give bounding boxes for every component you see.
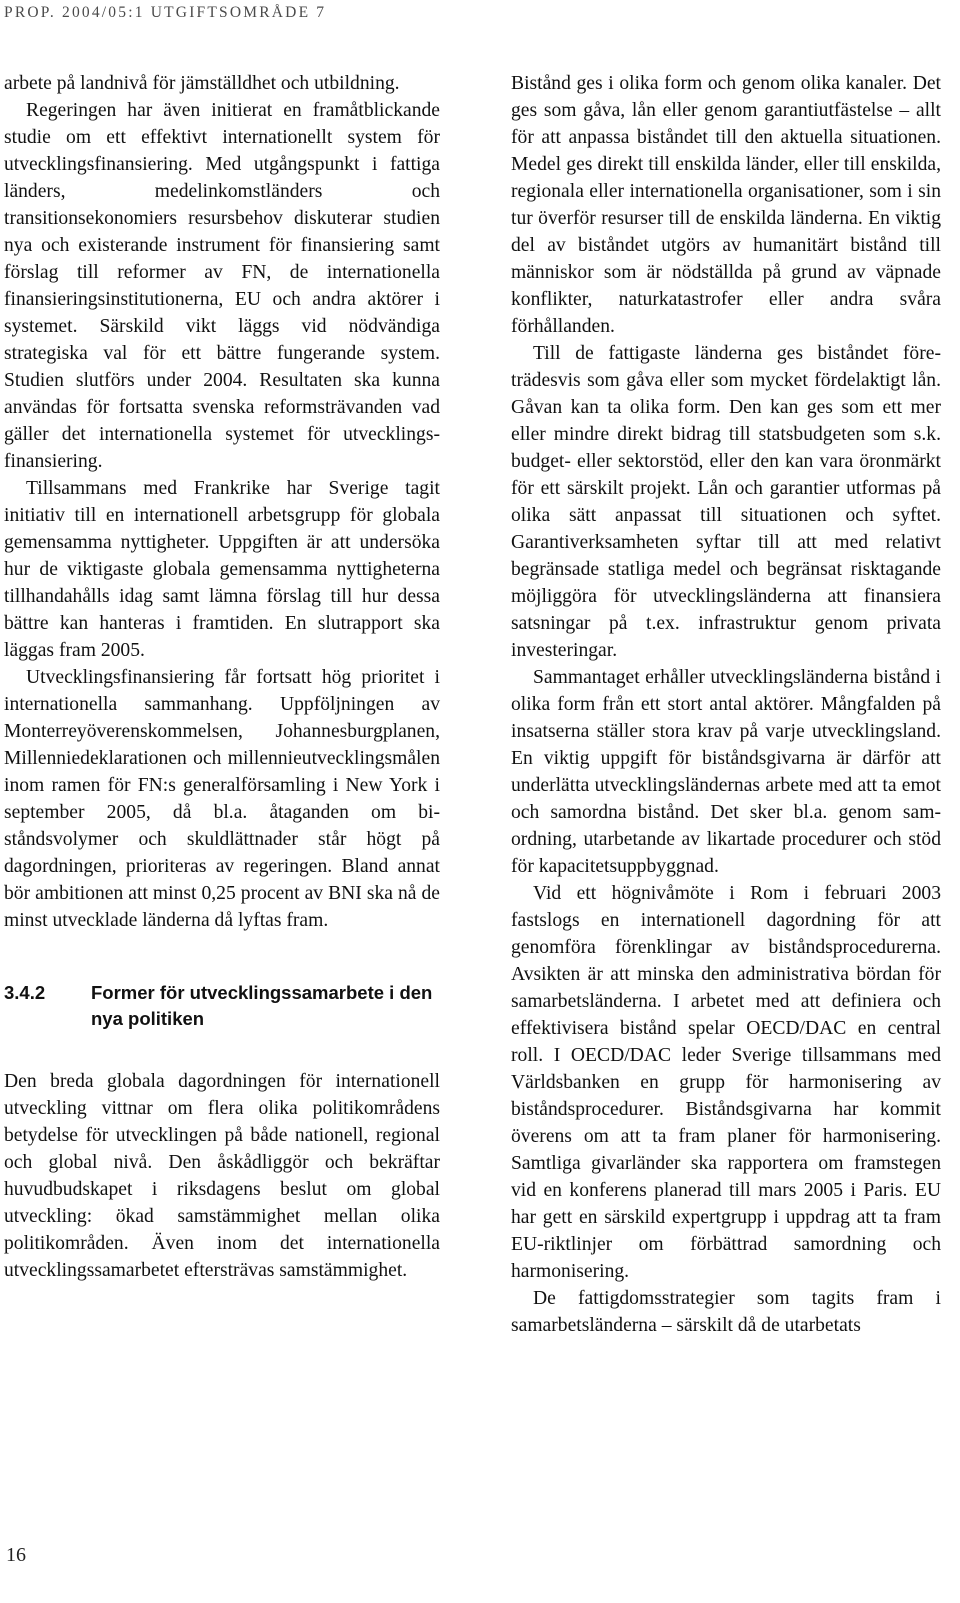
paragraph: Till de fattigaste länderna ges biståndet företrädesvis som gåva eller som mycket fördelaktigt lån. Gåvan kan ta olika form. Den kan ges som ett mer eller mindre direkt bidrag till statsbudgeten som s.k. budget- eller sektorstöd, eller den kan vara öronmärkt för ett särskilt projekt. Lån och garantier utformas på olika sätt anpassat till situationen och syftet. Garantiverksamheten syftar till att med relativt begränsade statliga medel och begränsat risktagande möjliggöra för utvecklingsländerna att finansiera satsningar på t.ex. infrastruktur genom privata investeringar. xyxy=(511,343,941,661)
left-column xyxy=(4,70,440,1284)
section-heading xyxy=(4,980,440,1032)
section-number: 3.4.2 xyxy=(4,982,46,1003)
paragraph: Tillsammans med Frankrike har Sverige tagit initiativ till en internationell arbetsgrupp för globala gemensamma nyttigheter. Uppgiften är att undersöka hur de viktigaste globala gemensamma nyttigheterna tillhandahålls idag samt lämna förslag till hur dessa bättre kan hanteras i framtiden. En slutrapport ska läggas fram 2005. xyxy=(4,478,440,661)
running-header: PROP. 2004/05:1 UTGIFTSOMRÅDE 7 xyxy=(4,4,327,21)
paragraph: Bistånd ges i olika form och genom olika kanaler. Det ges som gåva, lån eller genom garantiutfästelse – allt för att anpassa biståndet till den aktuella situationen. Medel ges direkt till enskilda länder, eller till enskilda, regionala eller internationella organisationer, som i sin tur överför resurser till de enskilda länderna. En viktig del av biståndet utgörs av humanitärt bistånd till människor som är nödställda på grund av väpnade konflikter, naturkatastrofer eller andra svåra förhållanden. xyxy=(511,73,941,337)
paragraph: Den breda globala dagordningen för internationell utveckling vittnar om flera olika politikområdens betydelse för utvecklingen på både nationell, regional och global nivå. Den åskådliggör och bekräftar huvudbudskapet i riksdagens beslut om global utveckling: ökad samstämmighet mellan olika politikområden. Även inom det internationella utvecklingssamarbetet eftersträvas samstämmighet. xyxy=(4,1071,440,1281)
paragraph: Vid ett högnivåmöte i Rom i februari 2003 fastslogs en internationell dagordning för att genomföra förenklingar av biståndsprocedurerna. Avsikten är att minska den administrativa bördan för samarbetsländerna. I arbetet med att definiera och effektivisera bistånd spelar OECD/DAC en central roll. I OECD/DAC leder Sverige tillsammans med Världsbanken en grupp för harmonisering av biståndsprocedurer. Biståndsgivarna har kommit överens om att ta fram planer för harmonisering. Samtliga givarländer ska rapportera om framstegen vid en konferens planerad till mars 2005 i Paris. EU har gett en särskild expertgrupp i uppdrag att ta fram EU-riktlinjer om förbättrad samordning och harmonisering. xyxy=(511,883,941,1282)
page-number: 16 xyxy=(6,1544,26,1566)
paragraph: Sammantaget erhåller utvecklingsländerna bistånd i olika form från ett stort antal aktörer. Mångfalden på insatserna ställer stora krav på varje utvecklingsland. En viktig uppgift för biståndsgivarna är därför att underlätta utvecklingsländernas arbete med att ta emot och samordna bistånd. Det sker bl.a. genom samordning, utarbetande av likartade procedurer och stöd för kapacitetsuppbyggnad. xyxy=(511,667,941,877)
section-title: Former för utvecklingssamarbete i den nya politiken xyxy=(91,982,433,1029)
paragraph: Regeringen har även initierat en framåtblickande studie om ett effektivt internationellt system för utvecklingsfinansiering. Med utgångspunkt i fattiga länders, medelinkomstländers och transitionsekonomiers resursbehov diskuterar studien nya och existerande instrument för finansiering samt förslag till reformer av FN, de internationella finansieringsinstitutionerna, EU och andra aktörer i systemet. Särskild vikt läggs vid nödvändiga strategiska val för ett bättre fungerande system. Studien slutförs under 2004. Resultaten ska kunna användas för fortsatta svenska reformsträvanden vad gäller det internationella systemet för utvecklingsfinansiering. xyxy=(4,100,440,472)
paragraph: arbete på landnivå för jämställdhet och utbildning. xyxy=(4,73,400,94)
paragraph: De fattigdomsstrategier som tagits fram i samarbetsländerna – särskilt då de utarbetats xyxy=(511,1288,941,1336)
right-column xyxy=(511,70,941,1339)
paragraph: Utvecklingsfinansiering får fortsatt hög prioritet i internationella sammanhang. Uppföljningen av Monterreyöverenskommelsen, Johannesburgplanen, Millenniedeklarationen och millennieutvecklingsmålen inom ramen för FN:s generalförsamling i New York i september 2005, då bl.a. åtaganden om biståndsvolymer och skuldlättnader står högt på dagordningen, prioriteras av regeringen. Bland annat bör ambitionen att minst 0,25 procent av BNI ska nå de minst utvecklade länderna då lyftas fram. xyxy=(4,667,440,931)
